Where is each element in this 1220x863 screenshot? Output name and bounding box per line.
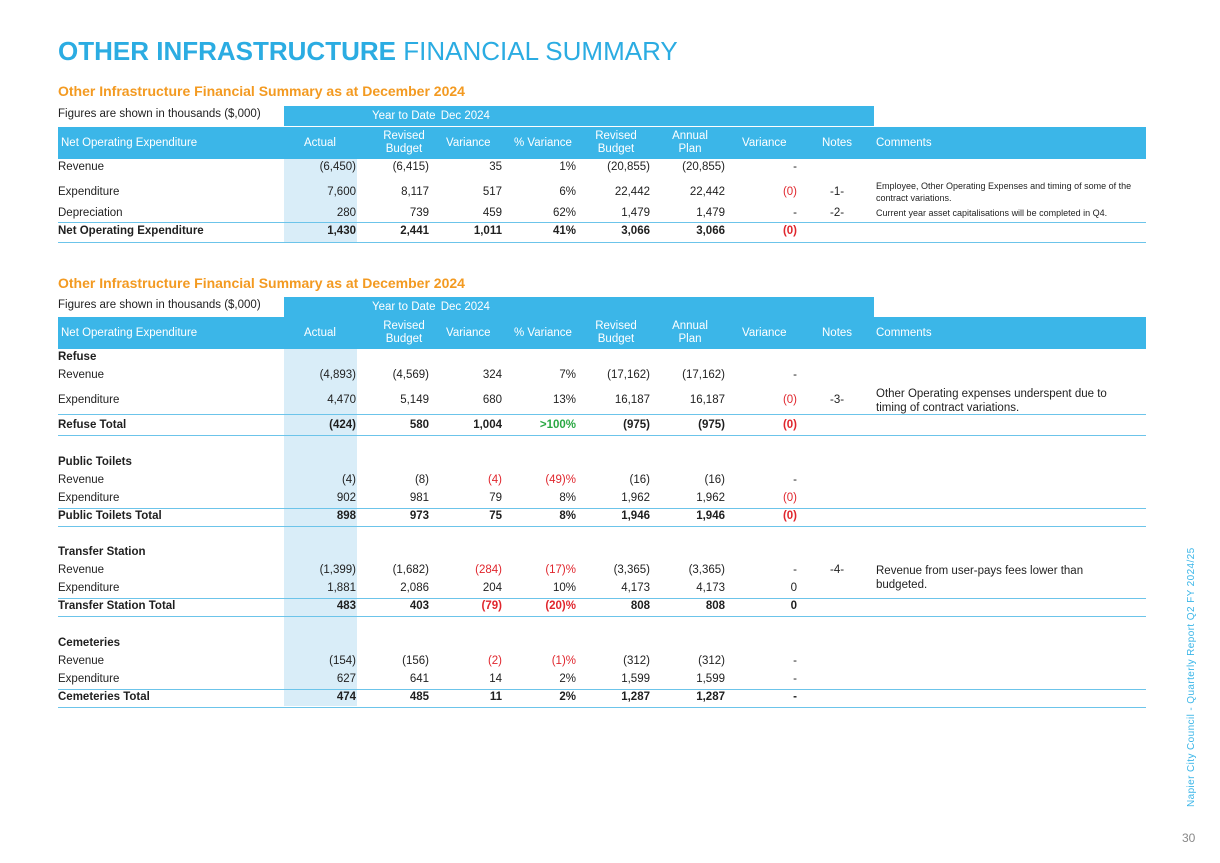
cell-comment: Current year asset capitalisations will be completed in Q4. [876, 208, 1108, 218]
cell-pct: 41% [552, 225, 576, 237]
cell-ap: 22,442 [689, 186, 725, 198]
cell-ap: 4,173 [696, 582, 725, 594]
row-label: Expenditure [58, 673, 120, 685]
row-label: Revenue [58, 655, 105, 667]
cell-ap: 1,287 [696, 691, 725, 703]
cell-var2: - [793, 474, 797, 486]
cell-ap: 1,599 [696, 673, 725, 685]
row-label: Expenditure [58, 492, 120, 504]
ytd-label: Year to Date [372, 301, 436, 313]
col-revised-budget2-l2: Budget [597, 143, 635, 155]
cell-pct: 1% [559, 161, 576, 173]
cell-var: 459 [482, 207, 502, 219]
cell-var2: (0) [782, 510, 797, 522]
row-label: Public Toilets Total [58, 510, 162, 522]
cell-var2: 0 [790, 582, 797, 594]
section-heading-row [58, 351, 1146, 367]
cell-rb2: (312) [623, 655, 650, 667]
cell-rb2: 22,442 [614, 186, 650, 198]
cell-rb2: 808 [630, 600, 650, 612]
cell-var: 11 [489, 691, 502, 703]
title-bold: OTHER INFRASTRUCTURE [58, 36, 396, 66]
cell-actual: 1,430 [327, 225, 356, 237]
cell-var: 75 [489, 510, 502, 522]
col-pct-variance: % Variance [514, 326, 572, 339]
cell-pct: 2% [559, 691, 576, 703]
cell-rb: 739 [409, 207, 429, 219]
cell-comment: Other Operating expenses underspent due to timing of contract variations. [876, 388, 1107, 414]
cell-ap: (17,162) [682, 369, 725, 381]
cell-var2: - [793, 564, 797, 576]
row-label: Refuse Total [58, 419, 127, 431]
col-revised-budget-l2: Budget [385, 143, 423, 155]
cell-pct: 2% [559, 673, 576, 685]
col-revised-budget2-l2: Budget [597, 333, 635, 345]
row-label: Expenditure [58, 394, 120, 406]
table1-header [58, 127, 1146, 159]
cell-var2: - [793, 161, 797, 173]
cell-actual: (1,399) [319, 564, 356, 576]
total-row [58, 691, 1146, 708]
col-variance2: Variance [742, 136, 787, 149]
row-label: Depreciation [58, 207, 123, 219]
row-label: Revenue [58, 474, 105, 486]
cell-rb2: (3,365) [613, 564, 650, 576]
col-annual-plan-l1: Annual [672, 320, 708, 332]
cell-rb2: (975) [623, 419, 650, 431]
cell-var2: (0) [782, 186, 797, 198]
cell-var2: (0) [782, 394, 797, 406]
ytd-label: Year to Date [372, 110, 436, 122]
row-label: Cemeteries [58, 637, 121, 649]
cell-var: 204 [482, 582, 502, 594]
row-label: Revenue [58, 369, 105, 381]
cell-var2: (0) [782, 225, 797, 237]
row-label: Transfer Station Total [58, 600, 176, 612]
col-comments: Comments [876, 326, 932, 339]
cell-pct: 13% [552, 394, 576, 406]
cell-var: 79 [489, 492, 502, 504]
cell-actual: 4,470 [327, 394, 356, 406]
col-revised-budget2-l1: Revised [595, 320, 637, 332]
cell-rb2: 1,599 [621, 673, 650, 685]
cell-rb: 641 [409, 673, 429, 685]
cell-actual: 7,600 [327, 186, 356, 198]
col-annual-plan [662, 317, 718, 349]
section-heading-row [58, 546, 1146, 562]
cell-rb2: 16,187 [614, 394, 650, 406]
cell-actual: 483 [336, 600, 356, 612]
row-label: Net Operating Expenditure [58, 225, 204, 237]
col-actual: Actual [304, 136, 336, 149]
ytd-period: Dec 2024 [440, 110, 490, 122]
cell-pct: 8% [559, 492, 576, 504]
cell-comment: Employee, Other Operating Expenses and timing of some of the contract variations. [876, 181, 1132, 203]
row-label: Expenditure [58, 582, 120, 594]
row-label: Transfer Station [58, 546, 146, 558]
cell-actual: (6,450) [319, 161, 356, 173]
table1-subtitle: Other Infrastructure Financial Summary as at December 2024 [58, 83, 465, 99]
cell-rb: 981 [409, 492, 429, 504]
cell-pct: (20)% [545, 600, 576, 612]
col-variance: Variance [446, 136, 491, 149]
cell-rb: (4,569) [392, 369, 429, 381]
cell-notes: -2- [830, 207, 845, 219]
cell-var2: - [793, 207, 797, 219]
col-annual-plan-l2: Plan [678, 333, 702, 345]
cell-var2: 0 [790, 600, 797, 612]
total-row [58, 600, 1146, 617]
table2-ytd-header [284, 297, 874, 317]
cell-rb: 8,117 [401, 186, 429, 198]
row-label: Refuse [58, 351, 97, 363]
col-comments: Comments [876, 136, 932, 149]
cell-ap: 1,479 [696, 207, 725, 219]
cell-rb: 2,441 [400, 225, 429, 237]
cell-pct: 7% [559, 369, 576, 381]
page-title [58, 36, 678, 67]
table1-figures-note: Figures are shown in thousands ($,000) [58, 108, 261, 120]
total-row [58, 510, 1146, 527]
page-number: 30 [1182, 831, 1196, 845]
col-revised-budget-l1: Revised [383, 130, 425, 142]
col-revised-budget [374, 317, 434, 349]
cell-rb: 2,086 [400, 582, 429, 594]
row-label: Cemeteries Total [58, 691, 150, 703]
cell-pct: 62% [552, 207, 576, 219]
row-label: Revenue [58, 161, 105, 173]
cell-var: 1,011 [473, 225, 502, 237]
section-heading-row [58, 456, 1146, 472]
table2-subtitle: Other Infrastructure Financial Summary as at December 2024 [58, 275, 465, 291]
cell-rb: 403 [409, 600, 429, 612]
cell-var2: (0) [782, 492, 797, 504]
cell-var2: - [793, 673, 797, 685]
cell-var: 35 [489, 161, 502, 173]
cell-var: 517 [482, 186, 502, 198]
table-row [58, 673, 1146, 690]
col-annual-plan [662, 127, 718, 159]
table2-header [58, 317, 1146, 349]
cell-rb: (1,682) [392, 564, 429, 576]
cell-rb: (156) [402, 655, 429, 667]
col-revised-budget2 [586, 317, 646, 349]
table-row [58, 180, 1146, 205]
row-label: Public Toilets [58, 456, 132, 468]
table1-ytd-header [284, 106, 874, 126]
cell-actual: 627 [336, 673, 356, 685]
cell-rb2: (17,162) [607, 369, 650, 381]
cell-rb2: 1,946 [621, 510, 650, 522]
cell-rb2: 1,287 [621, 691, 650, 703]
table-row [58, 387, 1146, 415]
cell-actual: 1,881 [327, 582, 356, 594]
cell-ap: (20,855) [682, 161, 725, 173]
cell-notes: -4- [830, 564, 845, 576]
cell-actual: (424) [329, 419, 356, 431]
cell-actual: 898 [336, 510, 356, 522]
table-row [58, 582, 1146, 599]
cell-ap: 3,066 [696, 225, 725, 237]
total-row [58, 419, 1146, 436]
cell-actual: 280 [336, 207, 356, 219]
cell-notes: -3- [830, 394, 845, 406]
cell-rb: (6,415) [392, 161, 429, 173]
cell-rb2: 3,066 [621, 225, 650, 237]
cell-rb: 5,149 [400, 394, 429, 406]
cell-var: (2) [487, 655, 502, 667]
table2-figures-note: Figures are shown in thousands ($,000) [58, 299, 261, 311]
cell-rb: 485 [409, 691, 429, 703]
cell-rb: 973 [409, 510, 429, 522]
col-notes: Notes [822, 326, 853, 339]
cell-ap: 808 [705, 600, 725, 612]
table-row [58, 655, 1146, 671]
cell-ap: (312) [698, 655, 725, 667]
cell-var2: - [793, 655, 797, 667]
cell-var2: - [793, 369, 797, 381]
cell-actual: (154) [329, 655, 356, 667]
cell-actual: (4) [341, 474, 356, 486]
cell-pct: (1)% [551, 655, 576, 667]
table-row [58, 207, 1146, 223]
table-row [58, 492, 1146, 509]
cell-rb2: 1,479 [621, 207, 650, 219]
cell-ap: 16,187 [689, 394, 725, 406]
cell-rb2: (16) [629, 474, 650, 486]
cell-var: 324 [482, 369, 502, 381]
col-actual: Actual [304, 326, 336, 339]
cell-ap: 1,946 [696, 510, 725, 522]
col-revised-budget-l2: Budget [385, 333, 423, 345]
cell-pct: >100% [539, 419, 576, 431]
cell-comment: Revenue from user-pays fees lower than budgeted. [876, 565, 1084, 591]
cell-pct: (17)% [545, 564, 576, 576]
col-notes: Notes [822, 136, 853, 149]
cell-var: (4) [487, 474, 502, 486]
cell-var: (284) [475, 564, 502, 576]
table-row [58, 161, 1146, 177]
section-heading-row [58, 637, 1146, 653]
cell-var: (79) [481, 600, 502, 612]
side-footer-text: Napier City Council - Quarterly Report Q2 FY 2024/25 [1186, 547, 1197, 807]
cell-rb2: 1,962 [621, 492, 650, 504]
cell-rb: 580 [409, 419, 429, 431]
col-revised-budget2 [586, 127, 646, 159]
cell-actual: 902 [336, 492, 356, 504]
col-revised-budget-l1: Revised [383, 320, 425, 332]
ytd-period: Dec 2024 [440, 301, 490, 313]
col-variance2: Variance [742, 326, 787, 339]
row-label: Expenditure [58, 186, 120, 198]
cell-var2: (0) [782, 419, 797, 431]
cell-actual: 474 [336, 691, 356, 703]
table-row [58, 369, 1146, 385]
title-light: FINANCIAL SUMMARY [403, 36, 678, 66]
cell-notes: -1- [830, 186, 845, 198]
cell-pct: 10% [552, 582, 576, 594]
cell-ap: 1,962 [696, 492, 725, 504]
cell-ap: (16) [704, 474, 725, 486]
cell-pct: (49)% [545, 474, 576, 486]
cell-rb2: 4,173 [621, 582, 650, 594]
cell-var: 680 [482, 394, 502, 406]
col-variance: Variance [446, 326, 491, 339]
col-annual-plan-l1: Annual [672, 130, 708, 142]
col-label: Net Operating Expenditure [61, 326, 198, 339]
row-label: Revenue [58, 564, 105, 576]
table-row [58, 474, 1146, 490]
cell-var2: - [793, 691, 797, 703]
total-row [58, 225, 1146, 243]
cell-ap: (975) [698, 419, 725, 431]
cell-pct: 6% [559, 186, 576, 198]
cell-pct: 8% [559, 510, 576, 522]
col-pct-variance: % Variance [514, 136, 572, 149]
col-revised-budget [374, 127, 434, 159]
cell-ap: (3,365) [688, 564, 725, 576]
col-label: Net Operating Expenditure [61, 136, 198, 149]
cell-var: 1,004 [473, 419, 502, 431]
col-revised-budget2-l1: Revised [595, 130, 637, 142]
cell-rb: (8) [414, 474, 429, 486]
cell-var: 14 [489, 673, 502, 685]
cell-rb2: (20,855) [607, 161, 650, 173]
col-annual-plan-l2: Plan [678, 143, 702, 155]
cell-actual: (4,893) [319, 369, 356, 381]
